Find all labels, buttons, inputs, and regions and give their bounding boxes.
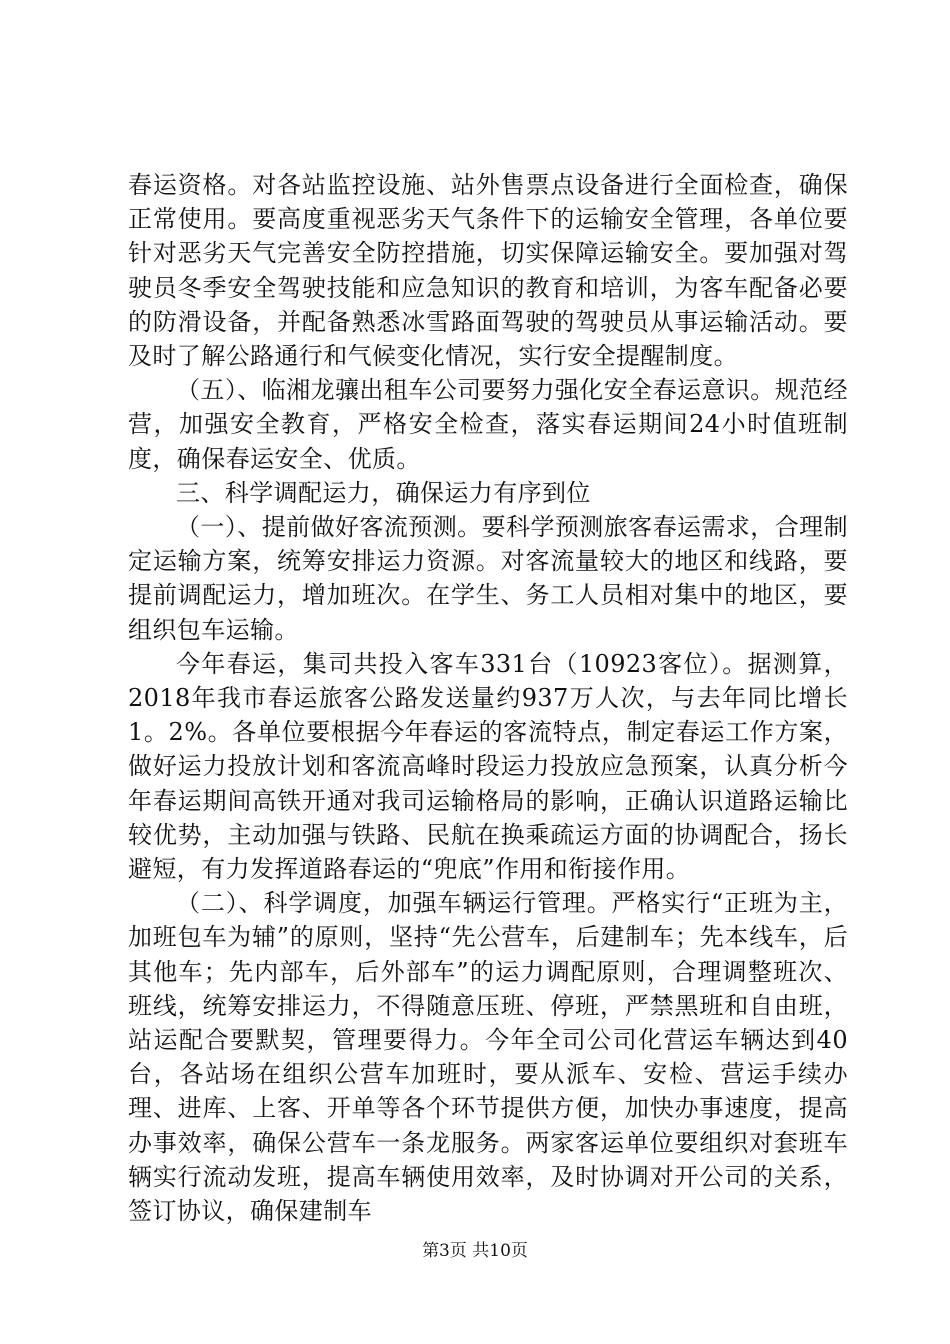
document-body — [128, 168, 848, 1228]
paragraph-6: （二）、科学调度，加强车辆运行管理。严格实行“正班为主，加班包车为辅”的原则，坚持“先公营车，后建制车；先本线车，后其他车；先内部车，后外部车”的运力调配原则，合理调整班次、班线，统筹安排运力，不得随意压班、停班，严禁黑班和自由班，站运配合要默契，管理要得力。今年全司公司化营运车辆达到40台，各站场在组织公营车加班时，要从派车、安检、营运手续办理、进库、上客、开单等各个环节提供方便，加快办事速度，提高办事效率，确保公营车一条龙服务。两家客运单位要组织对套班车辆实行流动发班，提高车辆使用效率，及时协调对开公司的关系，签订协议，确保建制车 — [128, 889, 848, 1226]
paragraph-4: （一）、提前做好客流预测。要科学预测旅客春运需求，合理制定运输方案，统筹安排运力资源。对客流量较大的地区和线路，要提前调配运力，增加班次。在学生、务工人员相对集中的地区，要组织包车运输。 — [128, 513, 848, 644]
paragraph-1: 春运资格。对各站监控设施、站外售票点设备进行全面检查，确保正常使用。要高度重视恶劣天气条件下的运输安全管理，各单位要针对恶劣天气完善安全防控措施，切实保障运输安全。要加强对驾驶员冬季安全驾驶技能和应急知识的教育和培训，为客车配备必要的防滑设备，并配备熟悉冰雪路面驾驶的驾驶员从事运输活动。要及时了解公路通行和气候变化情况，实行安全提醒制度。 — [128, 171, 848, 371]
page-footer: 第3页 共10页 — [422, 1241, 528, 1261]
section-heading-3: 三、科学调配运力，确保运力有序到位 — [176, 478, 591, 507]
paragraph-2: （五）、临湘龙骧出租车公司要努力强化安全春运意识。规范经营，加强安全教育，严格安全检查，落实春运期间24小时值班制度，确保春运安全、优质。 — [128, 376, 848, 473]
paragraph-5: 今年春运，集司共投入客车331台（10923客位）。据测算，2018年我市春运旅客公路发送量约937万人次，与去年同比增长1。2%。各单位要根据今年春运的客流特点，制定春运工作方案，做好运力投放计划和客流高峰时段运力投放应急预案，认真分析今年春运期间高铁开通对我司运输格局的影响，正确认识道路运输比较优势，主动加强与铁路、民航在换乘疏运方面的协调配合，扬长避短，有力发挥道路春运的“兜底”作用和衔接作用。 — [128, 649, 848, 884]
